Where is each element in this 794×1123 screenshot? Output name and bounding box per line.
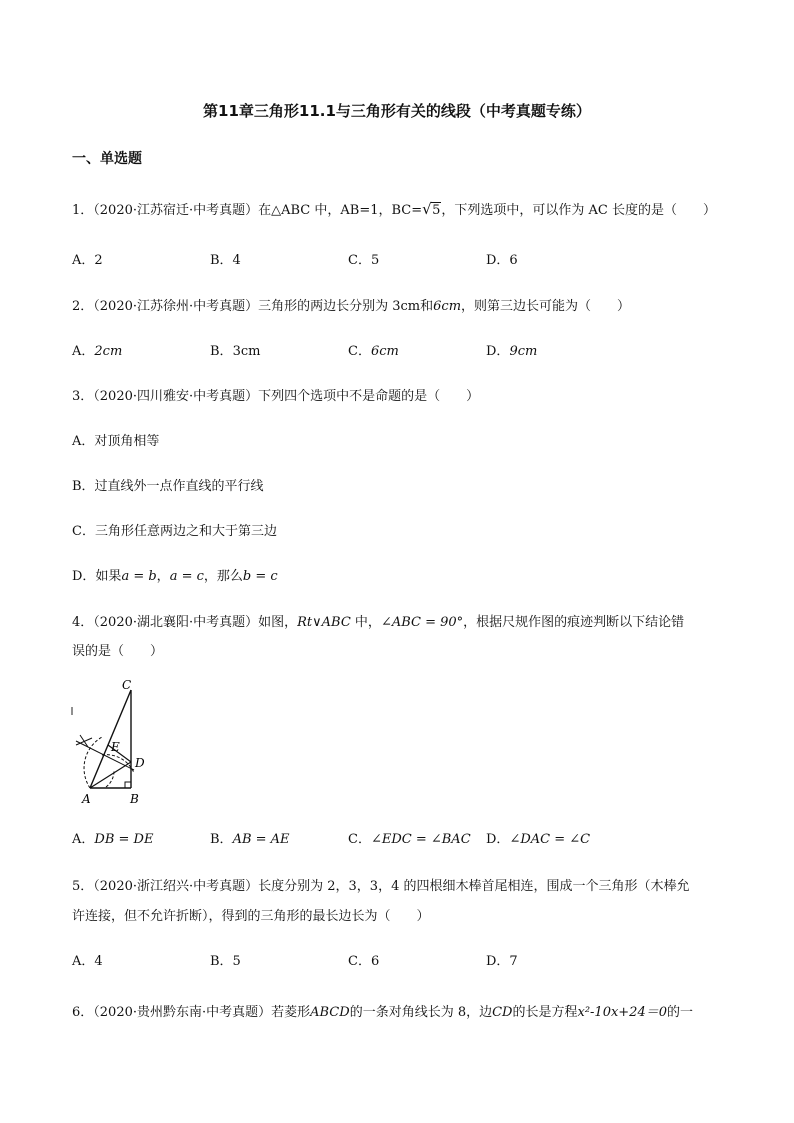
q2-option-c-label: C． bbox=[348, 344, 371, 359]
q1-option-b: B．4 bbox=[210, 253, 241, 268]
question-2-stem bbox=[72, 295, 630, 314]
q3-d-text: ，那么 bbox=[203, 569, 243, 584]
q5-option-c: C．6 bbox=[348, 954, 380, 969]
q5-option-b: B．5 bbox=[210, 954, 241, 969]
q2-option-b bbox=[210, 340, 260, 359]
q3-d-text: ， bbox=[156, 569, 170, 584]
q2-option-d-label: D． bbox=[486, 344, 510, 359]
question-3-stem: 3．（2020·四川雅安·中考真题）下列四个选项中不是命题的是（ ） bbox=[72, 389, 480, 404]
q4-option-d-label: D． bbox=[486, 832, 510, 847]
q2-option-c-value: 6cm bbox=[370, 344, 399, 359]
side-ac bbox=[90, 690, 131, 788]
q2-option-a-label: A． bbox=[72, 344, 95, 359]
q4-option-a-value: DB = DE bbox=[94, 832, 154, 847]
q3-option-c: C．三角形任意两边之和大于第三边 bbox=[72, 524, 277, 539]
q1-option-c: C．5 bbox=[348, 253, 380, 268]
vertex-label-e: E bbox=[111, 740, 120, 754]
q4-option-a-label: A． bbox=[72, 832, 95, 847]
right-angle-mark bbox=[125, 782, 131, 788]
q1-option-a: A．2 bbox=[72, 253, 103, 268]
q2-stem-part: 2．（2020·江苏徐州·中考真题）三角形的两边长分别为 3cm和 bbox=[72, 299, 434, 314]
q3-d-math: b = c bbox=[242, 569, 278, 584]
q3-d-math: a = c bbox=[169, 569, 204, 584]
q6-stem-part: 6．（2020·贵州黔东南·中考真题）若菱形 bbox=[72, 1005, 311, 1020]
q2-option-a-value: 2cm bbox=[94, 344, 123, 359]
q4-stem-math: ∠ABC = 90° bbox=[380, 615, 464, 630]
q2-option-a bbox=[72, 340, 122, 359]
q3-d-text: D．如果 bbox=[72, 569, 122, 584]
q3-option-a: A．对顶角相等 bbox=[72, 434, 160, 449]
triangle-construction-figure bbox=[66, 675, 176, 810]
sqrt-symbol: √ 5 bbox=[422, 200, 441, 218]
q4-option-a bbox=[72, 828, 153, 847]
q3-d-math: a = b bbox=[121, 569, 157, 584]
q2-option-d-value: 9cm bbox=[509, 344, 538, 359]
q4-option-c-value: ∠EDC = ∠BAC bbox=[370, 832, 471, 847]
vertex-label-b: B bbox=[130, 792, 139, 806]
question-6-stem bbox=[72, 1001, 693, 1020]
q5-option-a: A．4 bbox=[72, 954, 103, 969]
section-heading: 一、单选题 bbox=[72, 151, 142, 167]
q4-option-c-label: C． bbox=[348, 832, 371, 847]
q1-stem-part: ，下列选项中，可以作为 AC 长度的是（ ） bbox=[441, 203, 717, 218]
q4-stem-math: Rt∨ABC bbox=[297, 615, 351, 630]
q4-option-c bbox=[348, 828, 471, 847]
q2-stem-math: 6cm bbox=[433, 299, 462, 314]
page-title: 第11章三角形11.1与三角形有关的线段（中考真题专练） bbox=[203, 102, 591, 120]
q2-option-b-label: B． bbox=[210, 344, 233, 359]
q2-option-d bbox=[486, 340, 537, 359]
q2-option-b-value: 3cm bbox=[232, 344, 261, 359]
q6-stem-part: 的一条对角线长为 8，边 bbox=[349, 1005, 493, 1020]
q4-option-d bbox=[486, 828, 590, 847]
question-5-stem-line1: 5．（2020·浙江绍兴·中考真题）长度分别为 2，3，3，4 的四根细木棒首尾相连，围成一个三角形（木棒允 bbox=[72, 879, 690, 894]
q2-stem-part: ，则第三边长可能为（ ） bbox=[461, 299, 631, 314]
q3-option-b: B．过直线外一点作直线的平行线 bbox=[72, 479, 264, 494]
q4-option-b-value: AB = AE bbox=[232, 832, 290, 847]
vertex-label-d: D bbox=[135, 756, 145, 770]
q6-stem-part: 的一 bbox=[667, 1005, 694, 1020]
construction-line bbox=[76, 741, 134, 770]
q4-stem-part: 中， bbox=[350, 615, 381, 630]
question-4-stem-line2: 误的是（ ） bbox=[72, 644, 164, 659]
q6-equation: x²-10x+24＝0 bbox=[577, 1005, 667, 1020]
q2-option-c bbox=[348, 340, 399, 359]
q4-option-b-label: B． bbox=[210, 832, 233, 847]
q3-option-d bbox=[72, 565, 278, 584]
q6-stem-part: 的长是方程 bbox=[512, 1005, 578, 1020]
question-1-stem bbox=[72, 199, 716, 218]
vertex-label-a: A bbox=[82, 792, 91, 806]
question-4-stem bbox=[72, 611, 684, 630]
q4-stem-part: 4．（2020·湖北襄阳·中考真题）如图， bbox=[72, 615, 298, 630]
q4-stem-part: ，根据尺规作图的痕迹判断以下结论错 bbox=[463, 615, 685, 630]
q4-option-d-value: ∠DAC = ∠C bbox=[509, 832, 591, 847]
q6-stem-math: ABCD bbox=[310, 1005, 350, 1020]
q1-stem-part: 1．（2020·江苏宿迁·中考真题）在△ABC 中，AB=1，BC= bbox=[72, 203, 423, 218]
vertex-label-c: C bbox=[122, 678, 132, 692]
q4-option-b bbox=[210, 828, 290, 847]
q1-option-d: D．6 bbox=[486, 253, 518, 268]
cross-mark bbox=[76, 738, 92, 745]
q6-stem-math: CD bbox=[492, 1005, 513, 1020]
question-5-stem-line2: 许连接，但不允许折断），得到的三角形的最长边长为（ ） bbox=[72, 909, 430, 924]
sqrt-radicand: 5 bbox=[432, 203, 441, 218]
q5-option-d: D．7 bbox=[486, 954, 518, 969]
